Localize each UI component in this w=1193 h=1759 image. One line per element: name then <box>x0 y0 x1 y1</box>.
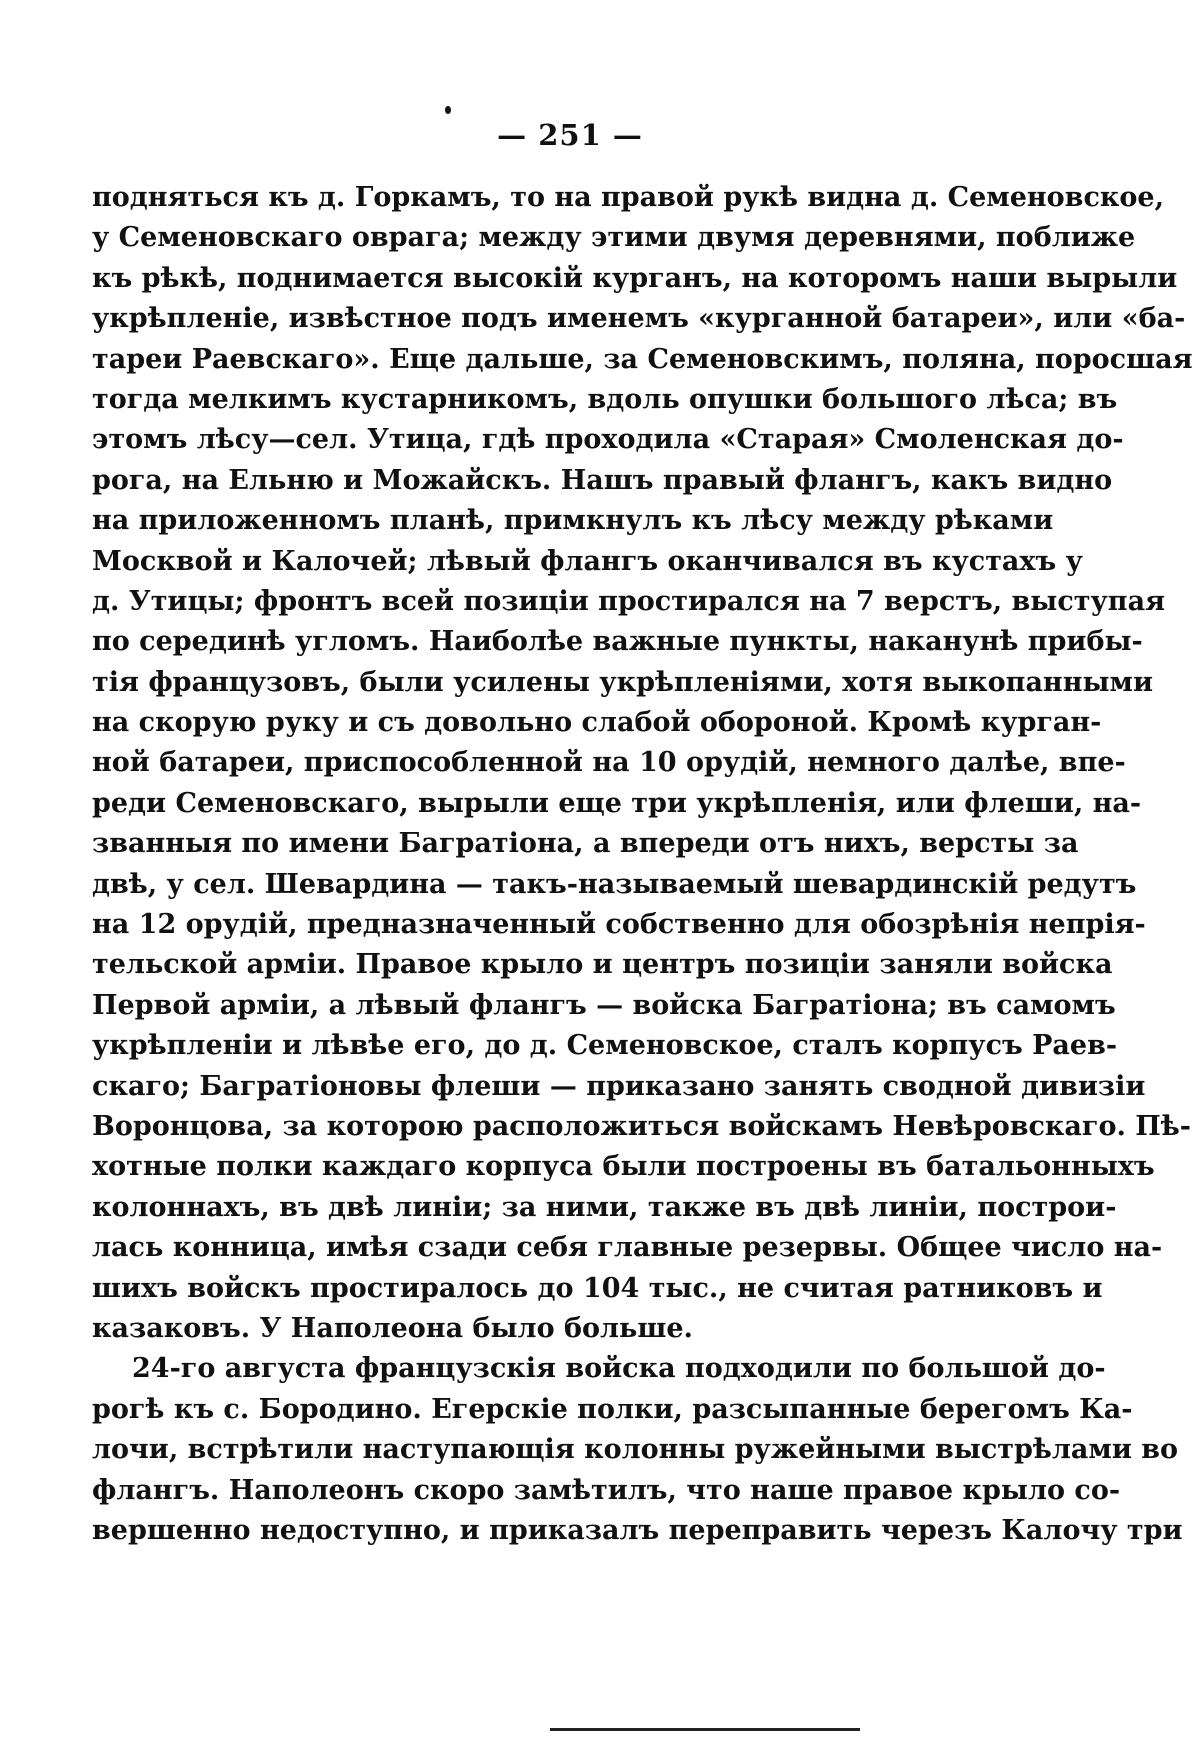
text-line: реди Семеновскаго, вырыли еще три укрѣпленія, или флеши, на- <box>92 787 1142 819</box>
text-line: лочи, встрѣтили наступающія колонны ружейными выстрѣлами во <box>92 1434 1179 1466</box>
text-line: у Семеновскаго оврага; между этими двумя деревнями, поближе <box>92 222 1136 254</box>
text-line: Первой арміи, а лѣвый флангъ — войска Багратіона; въ самомъ <box>92 989 1116 1021</box>
paragraph-end-line: казаковъ. У Наполеона было больше. <box>92 1312 693 1344</box>
text-line: по серединѣ угломъ. Наиболѣе важные пункты, наканунѣ прибы- <box>92 626 1143 658</box>
body-text <box>92 178 1193 1551</box>
text-line: рога, на Ельню и Можайскъ. Нашъ правый флангъ, какъ видно <box>92 464 1113 496</box>
text-line: скаго; Багратіоновы флеши — приказано занять сводной дивизіи <box>92 1070 1146 1102</box>
text-line: на приложенномъ планѣ, примкнулъ къ лѣсу между рѣками <box>92 505 1054 537</box>
text-line: д. Утицы; фронтъ всей позиціи простирался на 7 верстъ, выступая <box>92 585 1166 617</box>
text-line: рогѣ къ с. Бородино. Егерскіе полки, разсыпанные берегомъ Ка- <box>92 1393 1133 1425</box>
text-line: Воронцова, за которою расположиться войскамъ Невѣровскаго. Пѣ- <box>92 1110 1191 1142</box>
text-line: вершенно недоступно, и приказалъ переправить черезъ Калочу три <box>92 1514 1183 1546</box>
text-line: лась конница, имѣя сзади себя главные резервы. Общее число на- <box>92 1232 1163 1264</box>
text-line: флангъ. Наполеонъ скоро замѣтилъ, что наше правое крыло со- <box>92 1474 1121 1506</box>
text-line: тельской арміи. Правое крыло и центръ позиціи заняли войска <box>92 949 1113 981</box>
text-line: званныя по имени Багратіона, а впереди отъ нихъ, версты за <box>92 828 1079 860</box>
text-line: на 12 орудій, предназначенный собственно для обозрѣнія непрія- <box>92 909 1146 941</box>
text-line: тія французовъ, были усилены укрѣпленіями, хотя выкопанными <box>92 666 1154 698</box>
text-line: этомъ лѣсу—сел. Утица, гдѣ проходила «Старая» Смоленская до- <box>92 424 1124 456</box>
text-line: ной батареи, приспособленной на 10 орудій, немного далѣе, впе- <box>92 747 1126 779</box>
bottom-rule-divider <box>550 1728 860 1731</box>
text-line: тареи Раевскаго». Еще дальше, за Семеновскимъ, поляна, поросшая <box>92 343 1193 375</box>
text-line: шихъ войскъ простиралось до 104 тыс., не считая ратниковъ и <box>92 1272 1103 1304</box>
text-line: колоннахъ, въ двѣ линіи; за ними, также въ двѣ линіи, построи- <box>92 1191 1117 1223</box>
text-line: на скорую руку и съ довольно слабой обороной. Кромѣ курган- <box>92 707 1102 739</box>
text-line: Москвой и Калочей; лѣвый флангъ оканчивался въ кустахъ у <box>92 545 1083 577</box>
text-line: укрѣпленіи и лѣвѣе его, до д. Семеновское, сталъ корпусъ Раев- <box>92 1030 1118 1062</box>
paragraph-start-line: 24-го августа французскія войска подходили по большой до- <box>132 1353 1106 1385</box>
text-line: укрѣпленіе, извѣстное подъ именемъ «курганной батареи», или «ба- <box>92 303 1186 335</box>
text-line: двѣ, у сел. Шевардина — такъ-называемый шевардинскій редутъ <box>92 868 1137 900</box>
text-line: къ рѣкѣ, поднимается высокій курганъ, на которомъ наши вырыли <box>92 262 1178 294</box>
text-line: подняться къ д. Горкамъ, то на правой рукѣ видна д. Семеновское, <box>92 182 1164 213</box>
text-line: хотные полки каждаго корпуса были построены въ батальонныхъ <box>92 1151 1155 1183</box>
text-line: тогда мелкимъ кустарникомъ, вдоль опушки большого лѣса; въ <box>92 383 1118 415</box>
printer-dot-mark <box>445 106 451 114</box>
page-number: — 251 — <box>497 118 643 152</box>
